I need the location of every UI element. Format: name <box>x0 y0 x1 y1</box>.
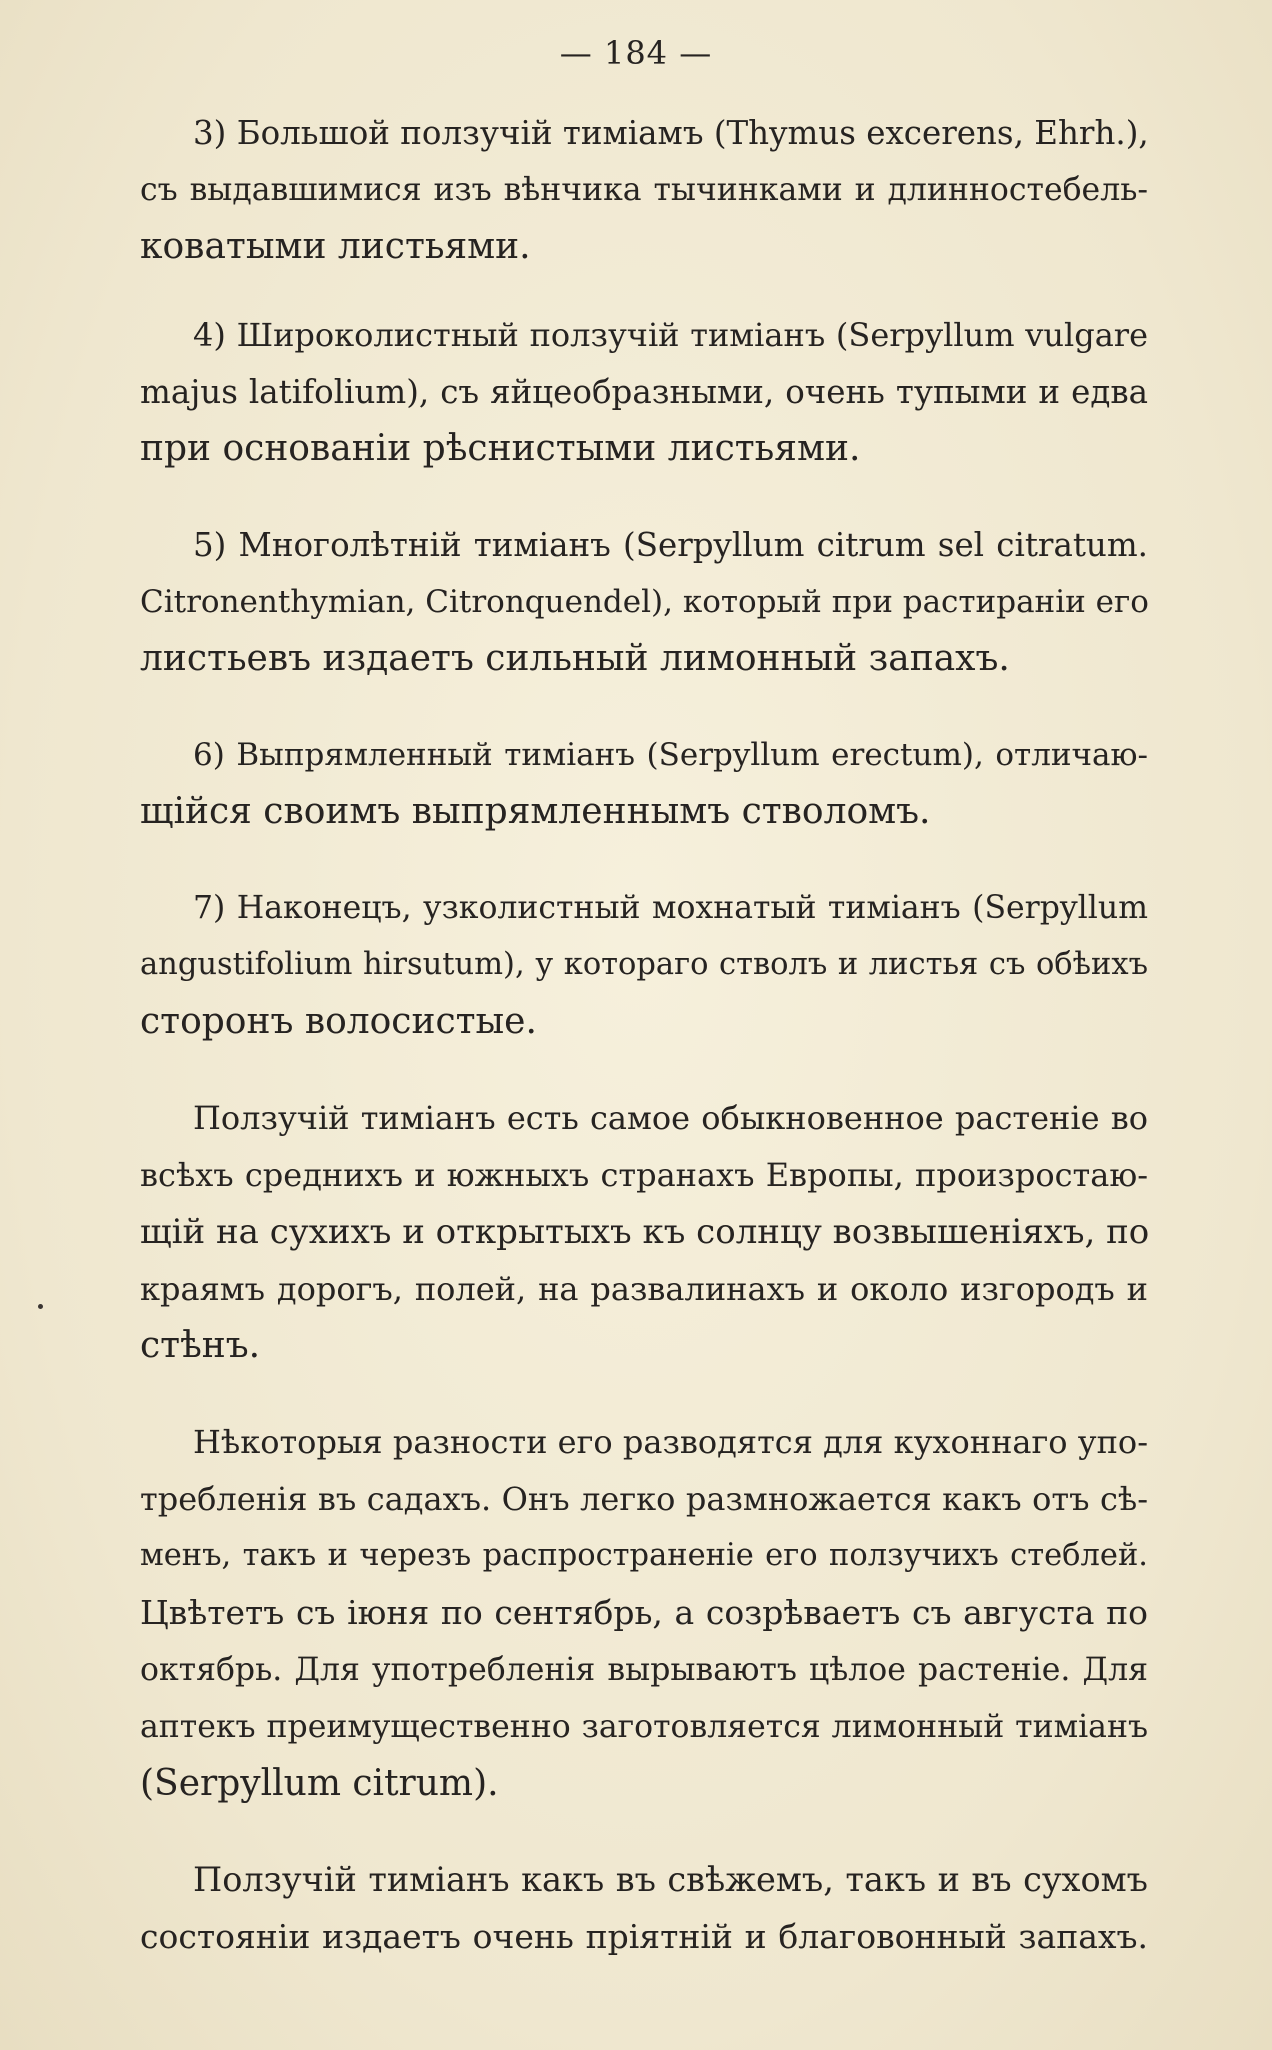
text-line: октябрь. Для употребленія вырываютъ цѣлое растеніе. Для <box>140 1652 1148 1688</box>
text-line: щій на сухихъ и открытыхъ къ солнцу возвышеніяхъ, по <box>140 1212 1150 1252</box>
text-line: всѣхъ среднихъ и южныхъ странахъ Европы, произростаю- <box>140 1156 1148 1194</box>
text-line: angustifolium hirsutum), у котораго стволъ и листья съ обѣихъ <box>140 947 1148 982</box>
text-line: 6) Выпрямленный тиміанъ (Serpyllum erectum), отличаю- <box>193 737 1148 773</box>
text-line: стѣнъ. <box>140 1325 261 1366</box>
text-line: при основаніи рѣснистыми листьями. <box>140 428 861 469</box>
page-number: — 184 — <box>559 34 713 72</box>
text-line: Ползучій тиміанъ какъ въ свѣжемъ, такъ и въ сухомъ <box>193 1860 1148 1899</box>
text-line: 4) Широколистный ползучій тиміанъ (Serpyllum vulgare <box>193 316 1148 354</box>
text-line: листьевъ издаетъ сильный лимонный запахъ. <box>140 638 1010 679</box>
text-line: 3) Большой ползучій тиміамъ (Thymus excerens, Ehrh.), <box>193 114 1149 152</box>
text-line: сторонъ волосистые. <box>140 1001 537 1042</box>
text-line: Нѣкоторыя разности его разводятся для кухоннаго упо- <box>193 1423 1148 1461</box>
text-line: краямъ дорогъ, полей, на развалинахъ и около изгородъ и <box>140 1270 1148 1308</box>
text-line: требленія въ садахъ. Онъ легко размножается какъ отъ сѣ- <box>140 1480 1148 1518</box>
text-line: 7) Наконецъ, узколистный мохнатый тиміанъ (Serpyllum <box>193 890 1148 926</box>
text-line: коватыми листьями. <box>140 226 531 267</box>
text-line: (Serpyllum citrum). <box>140 1763 499 1804</box>
text-line: аптекъ преимущественно заготовляется лимонный тиміанъ <box>140 1709 1148 1745</box>
text-line: 5) Многолѣтній тиміанъ (Serpyllum citrum sel citratum. <box>193 526 1148 564</box>
ink-speck <box>38 1304 43 1309</box>
text-line: majus latifolium), съ яйцеобразными, очень тупыми и едва <box>140 373 1148 411</box>
text-line: Цвѣтетъ съ іюня по сентябрь, а созрѣваетъ съ августа по <box>140 1593 1148 1632</box>
text-line: Ползучій тиміанъ есть самое обыкновенное растеніе во <box>193 1099 1148 1137</box>
text-line: щійся своимъ выпрямленнымъ стволомъ. <box>140 791 931 832</box>
text-line: состояніи издаетъ очень пріятній и благовонный запахъ. <box>140 1917 1148 1956</box>
text-line: менъ, такъ и черезъ распространеніе его ползучихъ стеблей. <box>140 1538 1148 1573</box>
text-line: съ выдавшимися изъ вѣнчика тычинками и длинностебель- <box>140 172 1148 208</box>
text-line: Citronenthymian, Citronquendel), который при растираніи его <box>140 584 1149 620</box>
